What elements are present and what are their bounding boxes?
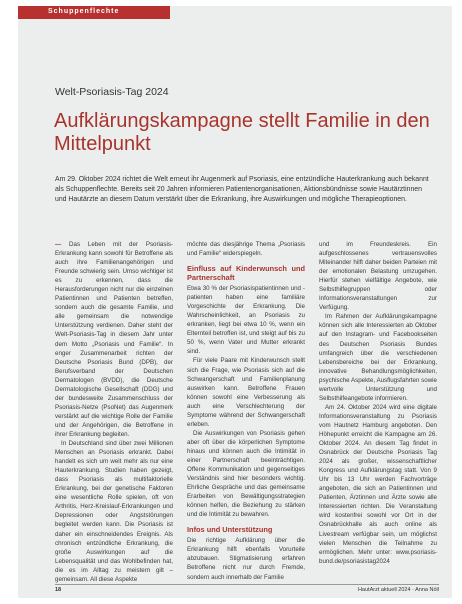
paragraph: Im Rahmen der Aufklärungskampagne können sich alle Interessierten ab Oktober auf den Instagram- und Facebookseiten des Deutschen Psoriasis Bundes umfangreich über die verschiedenen Lebensbereiche bei der Erkrankung, innovative Behandlungsmöglichkeiten, psychische Aspekte, Ausflugsfahrten sowie wertvolle Unterstützung und Selbsthilfeangebote informieren. (319, 313, 437, 402)
page-number: 18 (55, 587, 62, 593)
lead-paragraph: Am 29. Oktober 2024 richtet die Welt erneut ihr Augenmerk auf Psoriasis, eine entzündliche Hauterkrankung auch bekannt als Schuppenflechte. Bereits seit 20 Jahren informieren Patientenorganisationen, Aktionsbündnisse sowie Hautärztinnen und Hautärzte an diesem Datum verstärkt über die Erkrankung, ihre Auswirkungen und mögliche Therapieoptionen. (55, 176, 429, 204)
lead-dash: — (55, 241, 70, 248)
article-body (55, 240, 437, 584)
paragraph-text: Das Leben mit der Psoriasis-Erkrankung kann sowohl für Betroffene als auch ihre Familienangehörigen und Freunde schwierig sein. Umso wichtiger ist es zu erkennen, dass die Herausforderungen nicht nur die einzelnen Patientinnen und Patienten betreffen, sondern auch die gesamte Familie, und alle gemeinsam die notwendige Unterstützung verdienen. Daher steht der Welt-Psoriasis-Tag in diesem Jahr unter dem Motto „Psoriasis und Familie“. In enger Zusammenarbeit richten der Deutsche Psoriasis Bund (DPB), der Berufsverband der Deutschen Dermatologen (BVDD), die Deutsche Dermatologische Gesellschaft (DDG) und der bundesweite Zusammenschluss der Psoriasis-Netze (PsoNet) das Augenmerk verstärkt auf die wichtige Rolle der Familie und der Angehörigen, die Betroffene in ihrer Erkrankung begleiten. (55, 241, 173, 438)
subheading: Infos und Unterstützung (187, 525, 273, 535)
author-credit: Anna Nöll (415, 587, 439, 593)
magazine-name: HautArzt aktuell 2024 · Anna Nöll (357, 587, 439, 593)
paragraph: Für viele Paare mit Kinderwunsch stellt sich die Frage, wie Psoriasis sich auf die Schwangerschaft und Familienplanung auswirken kann. Betroffene Frauen können sowohl eine Verbesserung als auch eine Verschlechterung der Symptome während der Schwangerschaft erleben. (187, 357, 305, 428)
column-2 (187, 240, 305, 584)
subheading: Einfluss auf Kinderwunsch und Partnerschaft (187, 264, 305, 283)
paragraph: Die Auswirkungen von Psoriasis gehen aber oft über die körperlichen Symptome hinaus und können auch die Intimität in einer Partnerschaft beeinträchtigen. Offene Kommunikation und gegenseitiges Verständnis sind hier besonders wichtig. Ehrliche Gespräche und das gemeinsame Erarbeiten von Bewältigungsstrategien können helfen, die Beziehung zu stärken und die Intimität zu bewahren. (187, 429, 305, 519)
magazine-page (18, 6, 452, 598)
page-footer (55, 584, 439, 594)
section-label: Schuppenflechte (18, 6, 170, 19)
paragraph: möchte das diesjährige Thema „Psoriasis und Familie“ widerspiegeln. (187, 241, 305, 258)
column-1 (55, 240, 173, 584)
magazine-title: HautArzt aktuell 2024 (357, 587, 411, 593)
paragraph (55, 240, 173, 439)
paragraph: In Deutschland sind über zwei Millionen Menschen an Psoriasis erkrankt. Dabei handelt es sich um weit mehr als nur eine Hauterkrankung. Studien haben gezeigt, dass Psoriasis als multifaktorielle Erkrankung, bei der genetische Faktoren eine wesentliche Rolle spielen, oft von Arthritis, Herz-Kreislauf-Erkrankungen und Depressionen oder Angststörungen begleitet werden kann. Die Psoriasis ist daher ein einschneidendes Ereignis. Als chronisch entzündliche Erkrankung, die große Auswirkungen auf die Lebensqualität und das Wohlbefinden hat, die es im Alltag zu meistern gilt – gemeinsam. All diese Aspekte (55, 440, 173, 583)
paragraph: Am 24. Oktober 2024 wird eine digitale Informationsveranstaltung zu Psoriasis vom Hautnetz Hamburg angeboten. Den Höhepunkt erreicht die Kampagne am 26. Oktober 2024. An diesem Tag findet in Osnabrück der Deutsche Psoriasis Tag 2024 als großer, wissenschaftlicher Kongress und Aufklärungstag statt. Von 9 Uhr bis 13 Uhr werden Fachvorträge angeboten, die sich an Patientinnen und Patienten, Ärztinnen und Ärzte sowie alle Interessierten richten. Die Veranstaltung wird kostenfrei sowohl vor Ort in der Osnabrückhalle als auch online als Livestream verfügbar sein, um möglichst vielen Menschen die Teilnahme zu ermöglichen. Mehr unter: www.psoriasis-bund.de/psoriasistag2024 (319, 403, 437, 565)
headline: Aufklärungskampagne stellt Familie in den Mittelpunkt (54, 110, 430, 155)
paragraph: Die richtige Aufklärung über die Erkrankung hilft ebenfalls Vorurteile abzubauen. Stigmatisierung erfahren Betroffene nicht nur durch Fremde, sondern auch innerhalb der Familie (187, 537, 305, 581)
paragraph: Etwa 30 % der Psoriasispatientinnen und -patienten haben eine familiäre Vorgeschichte der Erkrankung. Die Wahrscheinlichkeit, an Psoriasis zu erkranken, liegt bei etwa 10 %, wenn ein Elternteil betroffen ist, und steigt auf bis zu 50 %, wenn Vater und Mutter erkrankt sind. (187, 285, 305, 356)
kicker: Welt-Psoriasis-Tag 2024 (55, 86, 169, 98)
column-3 (319, 240, 437, 584)
paragraph: und im Freundeskreis. Ein aufgeschlossenes vertrauensvolles Miteinander hilft daher beiden Parteien mit der emotionalen Belastung umzugehen. Hierfür stehen vielfältige Angebote, wie Selbsthilfegruppen oder Informationsveranstaltungen zur Verfügung. (319, 241, 437, 312)
